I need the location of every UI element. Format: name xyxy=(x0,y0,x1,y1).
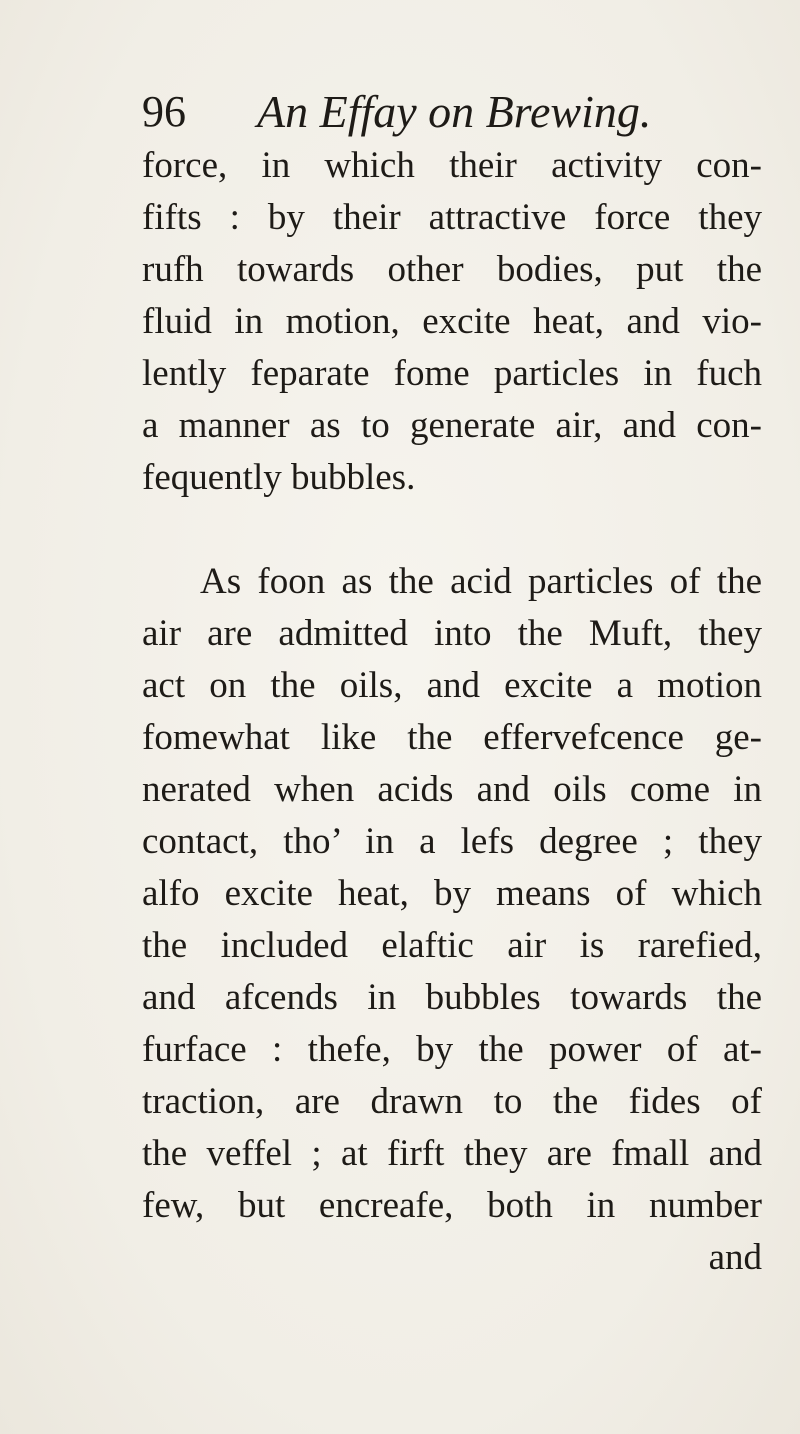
text-line: rufh towards other bodies, put the xyxy=(142,249,762,290)
text-line: force, in which their activity con- xyxy=(142,145,762,186)
text-line: the included elaftic air is rarefied, xyxy=(142,925,762,966)
running-title: An Effay on Brewing. xyxy=(257,86,652,137)
text-line: fluid in motion, excite heat, and vio- xyxy=(142,301,762,342)
text-line: alfo excite heat, by means of which xyxy=(142,873,762,914)
text-line: traction, are drawn to the fides of xyxy=(142,1081,762,1122)
text-line: lently feparate fome particles in fuch xyxy=(142,353,762,394)
page-header xyxy=(142,82,762,142)
text-line: few, but encreafe, both in number xyxy=(142,1185,762,1226)
text-line: fifts : by their attractive force they xyxy=(142,197,762,238)
text-line: act on the oils, and excite a motion xyxy=(142,665,762,706)
page-number: 96 xyxy=(142,87,186,136)
text-line: air are admitted into the Muft, they xyxy=(142,613,762,654)
catchword: and xyxy=(708,1237,762,1278)
text-line: furface : thefe, by the power of at- xyxy=(142,1029,762,1070)
text-line-paragraph-end: fequently bubbles. xyxy=(142,457,416,498)
body-text xyxy=(142,140,762,1284)
text-line: fomewhat like the effervefcence ge- xyxy=(142,717,762,758)
text-line: and afcends in bubbles towards the xyxy=(142,977,762,1018)
text-line: nerated when acids and oils come in xyxy=(142,769,762,810)
paragraph-break xyxy=(142,504,762,556)
text-line: a manner as to generate air, and con- xyxy=(142,405,762,446)
text-line: the veffel ; at firft they are fmall and xyxy=(142,1133,762,1174)
text-line: contact, tho’ in a lefs degree ; they xyxy=(142,821,762,862)
text-line-paragraph-start: As foon as the acid particles of the xyxy=(200,561,762,602)
